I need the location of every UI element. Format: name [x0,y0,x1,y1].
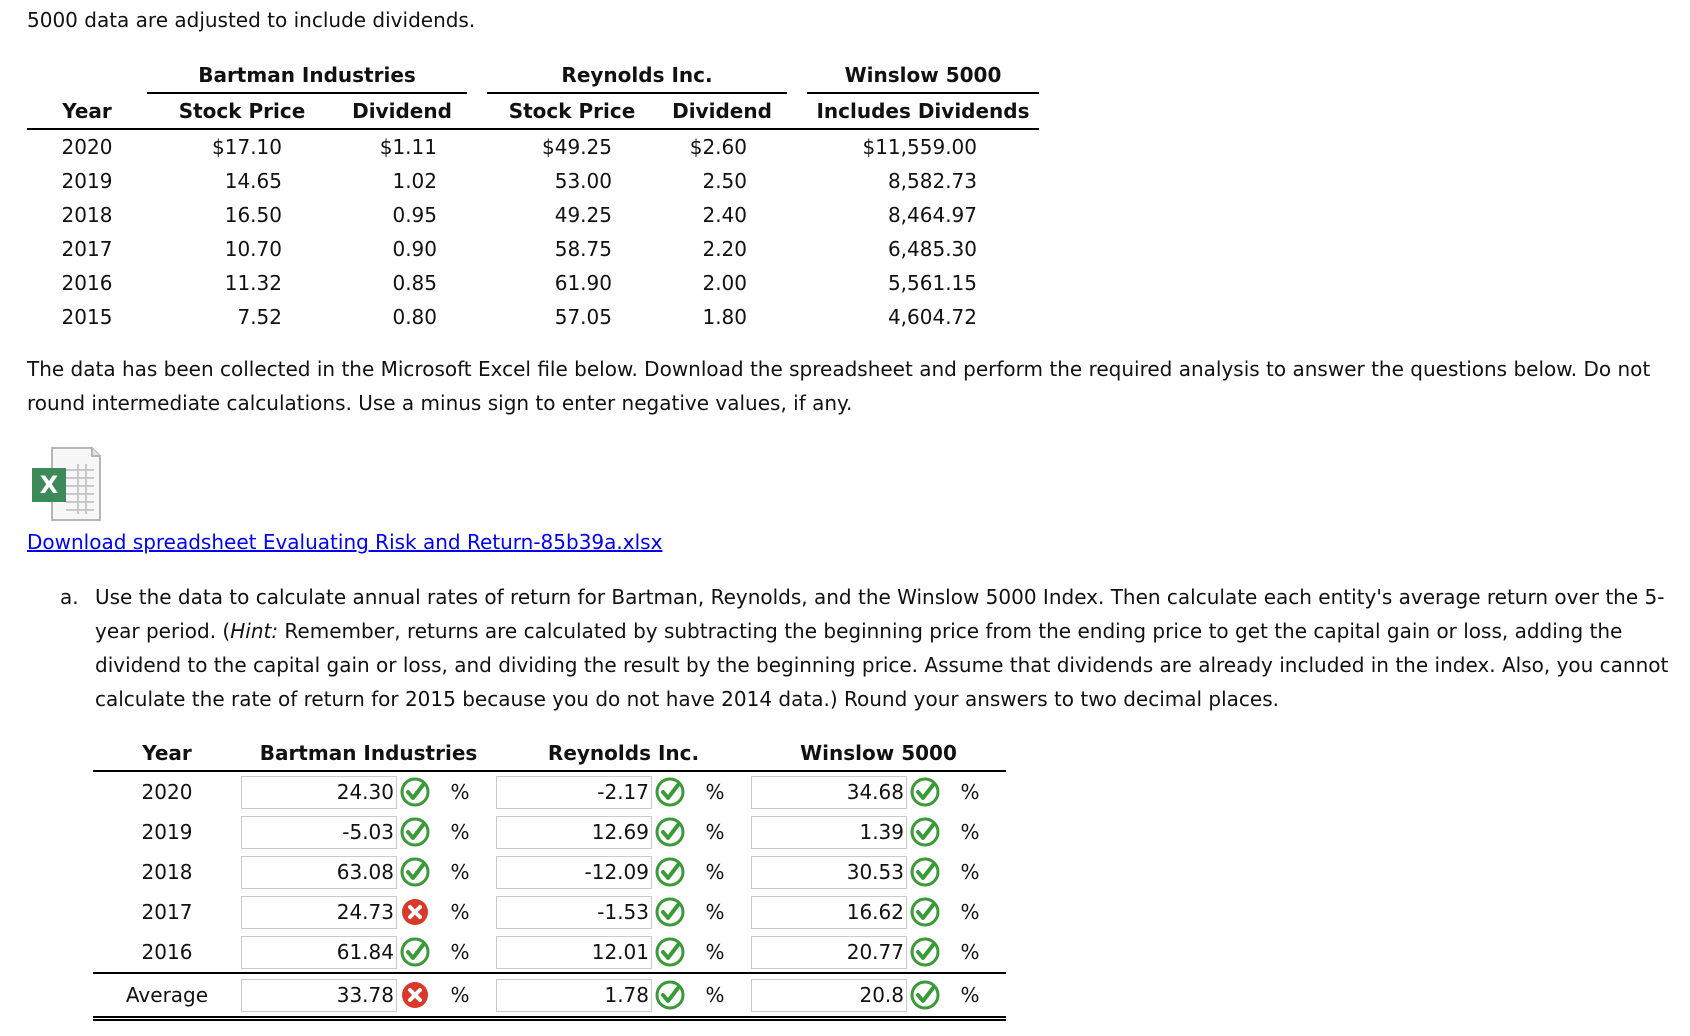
bartman-return-input[interactable]: 63.08 [241,856,397,889]
reynolds-price-cell: $49.25 [542,135,612,159]
check-icon [655,980,685,1010]
return-row [93,852,1006,892]
check-icon [910,817,940,847]
winslow-return-input[interactable]: 20.8 [751,979,907,1012]
col-header-bartman-dividend: Dividend [337,93,467,129]
check-icon [400,777,430,807]
percent-sign: % [960,780,980,804]
year-cell: 2018 [61,203,113,227]
check-icon [910,937,940,967]
col-header-winslow-index: Includes Dividends [807,93,1039,129]
winslow-return-input[interactable]: 1.39 [751,816,907,849]
reynolds-return-input[interactable]: 1.78 [496,979,652,1012]
bartman-dividend-cell: 0.95 [392,203,437,227]
reynolds-price-cell: 49.25 [554,203,612,227]
question-hint-word: Hint: [230,619,279,643]
question-label: a. [60,585,79,609]
instructions-paragraph: The data has been collected in the Microsoft Excel file below. Download the spreadsheet and perform the required analysis to answer the questions below. Do not round intermediate calculations. Use a minus sign to enter negative values, if any. [27,357,1651,415]
return-row [93,932,1006,973]
winslow-index-cell: 8,464.97 [887,203,977,227]
data-row [27,300,1039,334]
group-header-winslow: Winslow 5000 [807,58,1039,93]
percent-sign: % [705,983,725,1007]
check-icon [910,857,940,887]
data-row [27,232,1039,266]
year-cell: 2015 [61,305,113,329]
percent-sign: % [450,940,470,964]
check-icon [400,817,430,847]
check-icon [655,817,685,847]
check-icon [655,897,685,927]
group-header-bartman: Bartman Industries [147,58,467,93]
percent-sign: % [960,983,980,1007]
return-row [93,892,1006,932]
average-label: Average [125,983,209,1007]
bartman-return-input[interactable]: 33.78 [241,979,397,1012]
ans-header-year: Year [142,741,192,765]
check-icon [655,937,685,967]
winslow-return-input[interactable]: 20.77 [751,936,907,969]
col-header-reynolds-dividend: Dividend [657,93,787,129]
bartman-price-cell: 11.32 [224,271,282,295]
reynolds-return-input[interactable]: -12.09 [496,856,652,889]
bartman-return-input[interactable]: 24.73 [241,896,397,929]
winslow-index-cell: $11,559.00 [862,135,977,159]
winslow-return-input[interactable]: 16.62 [751,896,907,929]
winslow-index-cell: 8,582.73 [887,169,977,193]
winslow-index-cell: 4,604.72 [887,305,977,329]
average-row [93,973,1006,1019]
intro-text: 5000 data are adjusted to include dividends. [27,8,476,32]
reynolds-dividend-cell: 1.80 [702,305,747,329]
reynolds-price-cell: 61.90 [554,271,612,295]
question-text-after-hint: Remember, returns are calculated by subtracting the beginning price from the ending price to get the capital gain or loss, adding the dividend to the capital gain or loss, and dividing the result by the beginning price. Assume that dividends are already included in the index. Also, you cannot calculate the rate of return for 2015 because you do not have 2014 data.) Round your answers to two decimal places. [95,619,1669,711]
bartman-dividend-cell: 1.02 [392,169,437,193]
bartman-return-input[interactable]: -5.03 [241,816,397,849]
check-icon [910,897,940,927]
bartman-dividend-cell: 0.90 [392,237,437,261]
bartman-price-cell: 14.65 [224,169,282,193]
reynolds-dividend-cell: $2.60 [689,135,747,159]
percent-sign: % [705,900,725,924]
data-row [27,129,1039,164]
percent-sign: % [960,820,980,844]
percent-sign: % [450,860,470,884]
reynolds-return-input[interactable]: -2.17 [496,776,652,809]
bartman-return-input[interactable]: 61.84 [241,936,397,969]
percent-sign: % [960,860,980,884]
group-header-reynolds: Reynolds Inc. [487,58,787,93]
winslow-return-input[interactable]: 30.53 [751,856,907,889]
percent-sign: % [705,940,725,964]
excel-file-icon[interactable] [30,446,102,522]
year-cell: 2016 [61,271,113,295]
percent-sign: % [450,900,470,924]
ans-header-bartman: Bartman Industries [259,741,478,765]
reynolds-return-input[interactable]: 12.69 [496,816,652,849]
percent-sign: % [450,983,470,1007]
x-icon [400,897,430,927]
reynolds-return-input[interactable]: 12.01 [496,936,652,969]
ans-header-reynolds: Reynolds Inc. [547,741,700,765]
bartman-dividend-cell: 0.80 [392,305,437,329]
winslow-index-cell: 5,561.15 [887,271,977,295]
percent-sign: % [450,780,470,804]
check-icon [655,857,685,887]
bartman-dividend-cell: 0.85 [392,271,437,295]
percent-sign: % [450,820,470,844]
reynolds-dividend-cell: 2.00 [702,271,747,295]
year-cell: 2017 [141,900,193,924]
year-cell: 2017 [61,237,113,261]
reynolds-price-cell: 53.00 [554,169,612,193]
data-row [27,198,1039,232]
ans-header-winslow: Winslow 5000 [800,741,957,765]
question-a [60,580,1685,716]
percent-sign: % [705,820,725,844]
year-cell: 2019 [61,169,113,193]
col-header-reynolds-price: Stock Price [487,93,657,129]
year-cell: 2020 [61,135,113,159]
reynolds-return-input[interactable]: -1.53 [496,896,652,929]
check-icon [655,777,685,807]
data-row [27,164,1039,198]
year-cell: 2018 [141,860,193,884]
percent-sign: % [960,940,980,964]
svg-text:X: X [39,471,59,499]
reynolds-price-cell: 58.75 [554,237,612,261]
check-icon [910,980,940,1010]
stock-data-table [27,58,1039,334]
year-cell: 2019 [141,820,193,844]
data-row [27,266,1039,300]
bartman-price-cell: 7.52 [237,305,282,329]
question-text-before-hint: Use the data to calculate annual rates of return for Bartman, Reynolds, and the Winslow 5000 Index. Then calculate each entity's average return over the 5-year period. ( [95,585,1665,643]
year-cell: 2020 [141,780,193,804]
bartman-price-cell: 10.70 [224,237,282,261]
year-cell: 2016 [141,940,193,964]
bartman-return-input[interactable]: 24.30 [241,776,397,809]
percent-sign: % [705,780,725,804]
download-spreadsheet-link[interactable]: Download spreadsheet Evaluating Risk and Return-85b39a.xlsx [27,530,663,554]
reynolds-dividend-cell: 2.20 [702,237,747,261]
percent-sign: % [960,900,980,924]
percent-sign: % [705,860,725,884]
returns-answer-table [93,736,1006,1021]
return-row [93,771,1006,812]
return-row [93,812,1006,852]
check-icon [400,857,430,887]
bartman-dividend-cell: $1.11 [379,135,437,159]
col-header-bartman-price: Stock Price [147,93,337,129]
reynolds-price-cell: 57.05 [554,305,612,329]
bartman-price-cell: 16.50 [224,203,282,227]
winslow-index-cell: 6,485.30 [887,237,977,261]
col-header-year: Year [27,93,147,129]
check-icon [910,777,940,807]
check-icon [400,937,430,967]
x-icon [400,980,430,1010]
reynolds-dividend-cell: 2.50 [702,169,747,193]
bartman-price-cell: $17.10 [212,135,282,159]
winslow-return-input[interactable]: 34.68 [751,776,907,809]
reynolds-dividend-cell: 2.40 [702,203,747,227]
